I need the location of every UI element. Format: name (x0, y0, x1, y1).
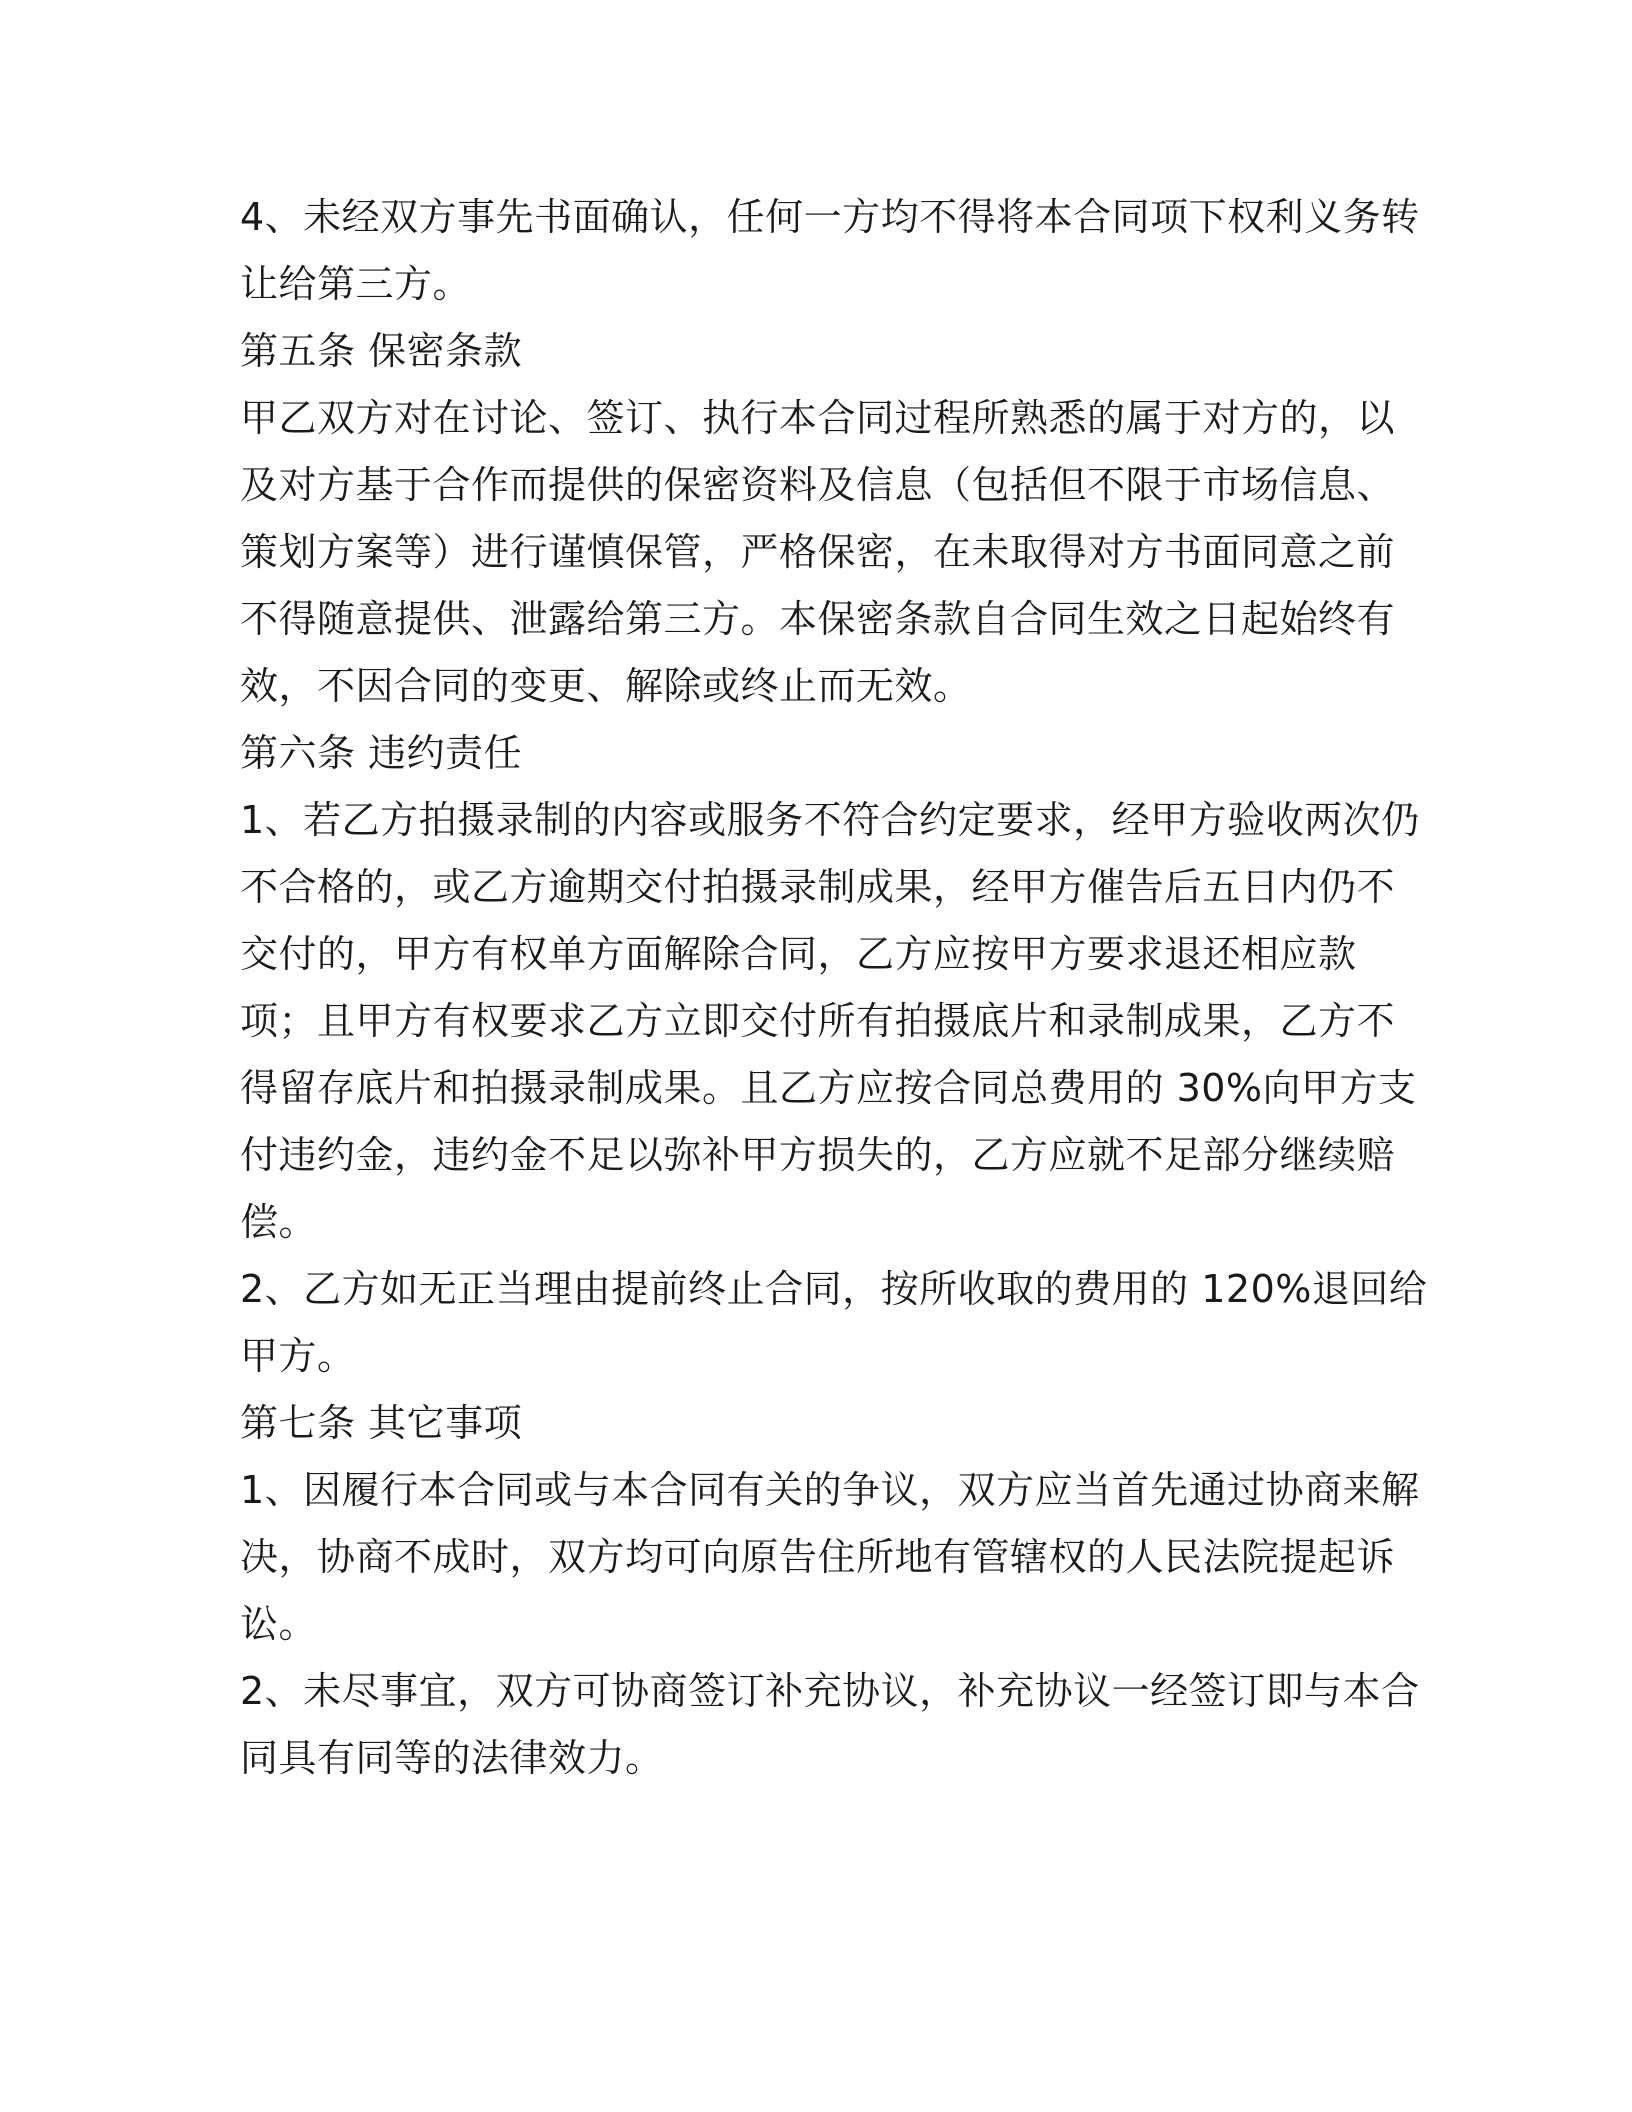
article-6-item-1-line-5: 得留存底片和拍摄录制成果。且乙方应按合同总费用的 30%向甲方支 (240, 1066, 1417, 1110)
article-6-item-2-line-2: 甲方。 (240, 1334, 356, 1378)
clause-4-line-2: 让给第三方。 (240, 262, 472, 306)
article-6-item-1-line-4: 项；且甲方有权要求乙方立即交付所有拍摄底片和录制成果，乙方不 (240, 999, 1396, 1043)
article-5-heading: 第五条 保密条款 (240, 329, 523, 373)
article-5-line-5: 效，不因合同的变更、解除或终止而无效。 (240, 664, 972, 708)
article-7-item-1-line-1: 1、因履行本合同或与本合同有关的争议，双方应当首先通过协商来解 (240, 1468, 1420, 1512)
article-5-line-1: 甲乙双方对在讨论、签订、执行本合同过程所熟悉的属于对方的，以 (240, 396, 1396, 440)
article-5-line-4: 不得随意提供、泄露给第三方。本保密条款自合同生效之日起始终有 (240, 597, 1396, 641)
clause-4-line-1: 4、未经双方事先书面确认，任何一方均不得将本合同项下权利义务转 (240, 195, 1420, 239)
article-7-item-2-line-1: 2、未尽事宜，双方可协商签订补充协议，补充协议一经签订即与本合 (240, 1669, 1420, 1713)
contract-text (240, 184, 1428, 1792)
article-6-item-1-line-1: 1、若乙方拍摄录制的内容或服务不符合约定要求，经甲方验收两次仍 (240, 798, 1420, 842)
article-6-heading: 第六条 违约责任 (240, 731, 523, 775)
article-7-item-1-line-2: 决，协商不成时，双方均可向原告住所地有管辖权的人民法院提起诉 (240, 1535, 1396, 1579)
article-6-item-1-line-3: 交付的，甲方有权单方面解除合同，乙方应按甲方要求退还相应款 (240, 932, 1357, 976)
article-5-line-2: 及对方基于合作而提供的保密资料及信息（包括但不限于市场信息、 (240, 463, 1396, 507)
article-6-item-1-line-7: 偿。 (240, 1200, 318, 1244)
article-7-heading: 第七条 其它事项 (240, 1401, 523, 1445)
article-6-item-1-line-6: 付违约金，违约金不足以弥补甲方损失的，乙方应就不足部分继续赔 (240, 1133, 1396, 1177)
article-7-item-2-line-2: 同具有同等的法律效力。 (240, 1736, 664, 1780)
article-5-line-3: 策划方案等）进行谨慎保管，严格保密，在未取得对方书面同意之前 (240, 530, 1396, 574)
article-6-item-1-line-2: 不合格的，或乙方逾期交付拍摄录制成果，经甲方催告后五日内仍不 (240, 865, 1396, 909)
article-6-item-2-line-1: 2、乙方如无正当理由提前终止合同，按所收取的费用的 120%退回给 (240, 1267, 1428, 1311)
article-7-item-1-line-3: 讼。 (240, 1602, 318, 1646)
